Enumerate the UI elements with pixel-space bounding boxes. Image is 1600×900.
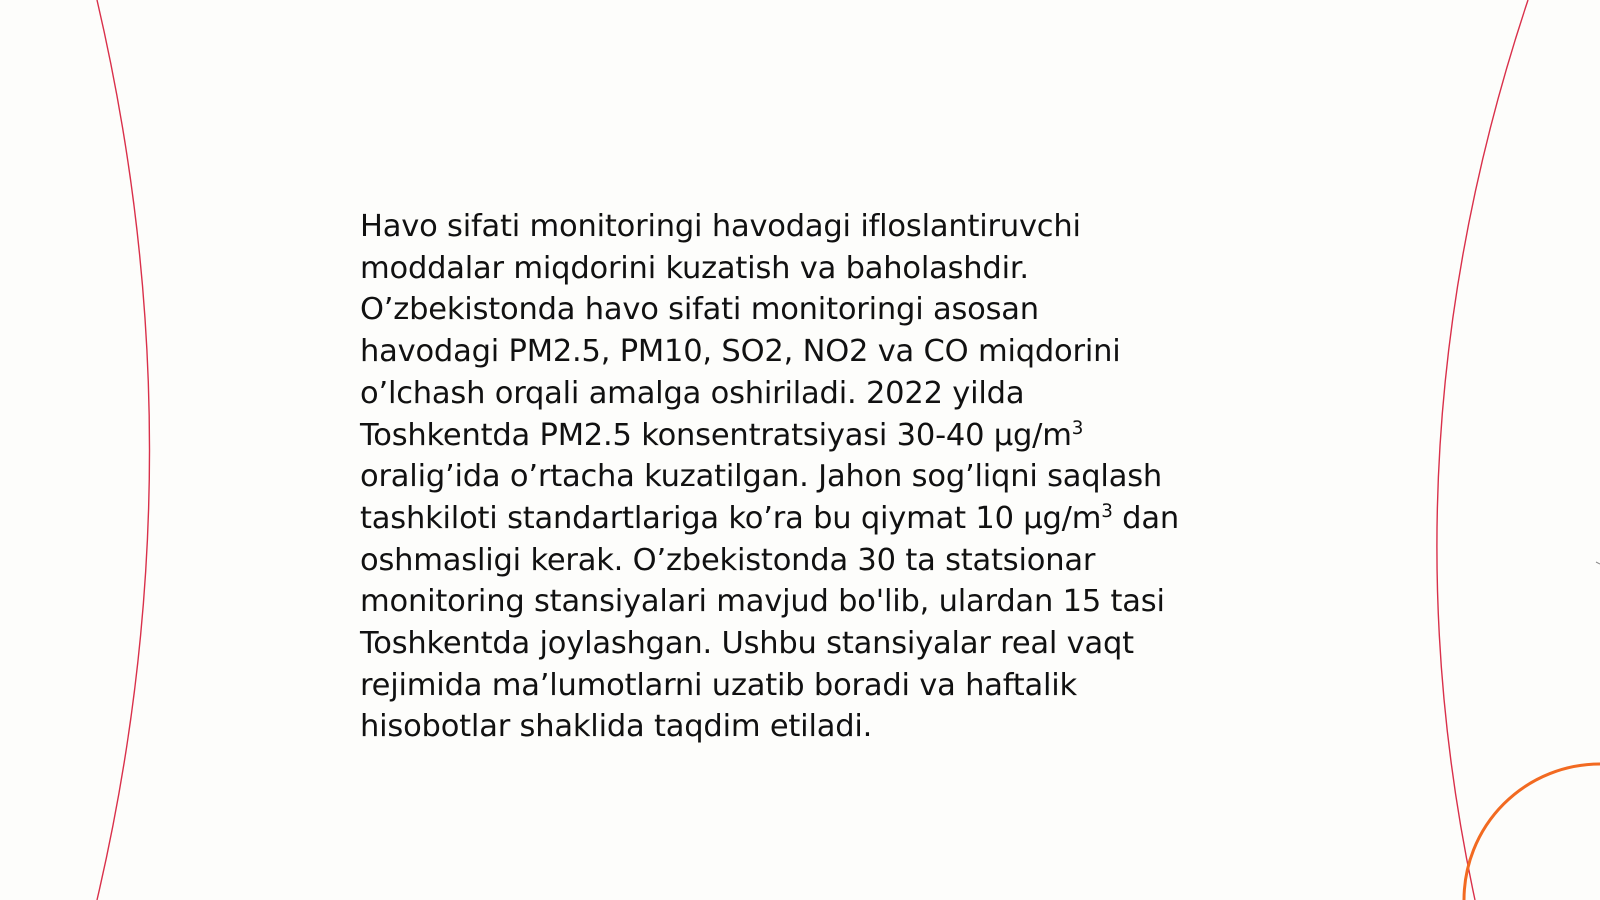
cubic-superscript: 3 bbox=[1101, 500, 1113, 522]
cubic-superscript: 3 bbox=[1071, 417, 1084, 439]
text-line: Havo sifati monitoringi havodagi ifloslantiruvchi bbox=[360, 209, 1081, 244]
text-line-content: Toshkentda PM2.5 konsentratsiyasi 30-40 µg/m bbox=[360, 417, 1072, 453]
text-line: moddalar miqdorini kuzatish va baholashdir. bbox=[360, 250, 1029, 286]
right-arc-decoration bbox=[1437, 0, 1528, 900]
text-line: O’zbekistonda havo sifati monitoringi asosan bbox=[360, 292, 1039, 328]
text-line-with-unit bbox=[360, 415, 1260, 457]
text-line: o’lchash orqali amalga oshiriladi. 2022 yilda bbox=[360, 375, 1025, 411]
small-mark-decoration bbox=[1596, 562, 1600, 564]
text-line: Toshkentda joylashgan. Ushbu stansiyalar real vaqt bbox=[360, 626, 1134, 662]
text-line: havodagi PM2.5, PM10, SO2, NO2 va CO miqdorini bbox=[360, 334, 1121, 370]
text-line-tail: dan bbox=[1112, 500, 1179, 536]
text-line-with-unit bbox=[360, 498, 1260, 540]
text-line: hisobotlar shaklida taqdim etiladi. bbox=[360, 709, 873, 745]
text-line: monitoring stansiyalari mavjud bo'lib, ulardan 15 tasi bbox=[360, 584, 1165, 620]
body-paragraph bbox=[360, 206, 1260, 748]
text-line: rejimida ma’lumotlarni uzatib boradi va haftalik bbox=[360, 667, 1078, 703]
text-line-content: tashkiloti standartlariga ko’ra bu qiymat 10 µg/m bbox=[360, 500, 1102, 536]
text-line: oralig’ida o’rtacha kuzatilgan. Jahon sog’liqni saqlash bbox=[360, 459, 1163, 495]
orange-circle-decoration bbox=[1464, 764, 1600, 900]
left-arc-decoration bbox=[97, 0, 150, 900]
text-line: oshmasligi kerak. O’zbekistonda 30 ta statsionar bbox=[360, 542, 1096, 578]
